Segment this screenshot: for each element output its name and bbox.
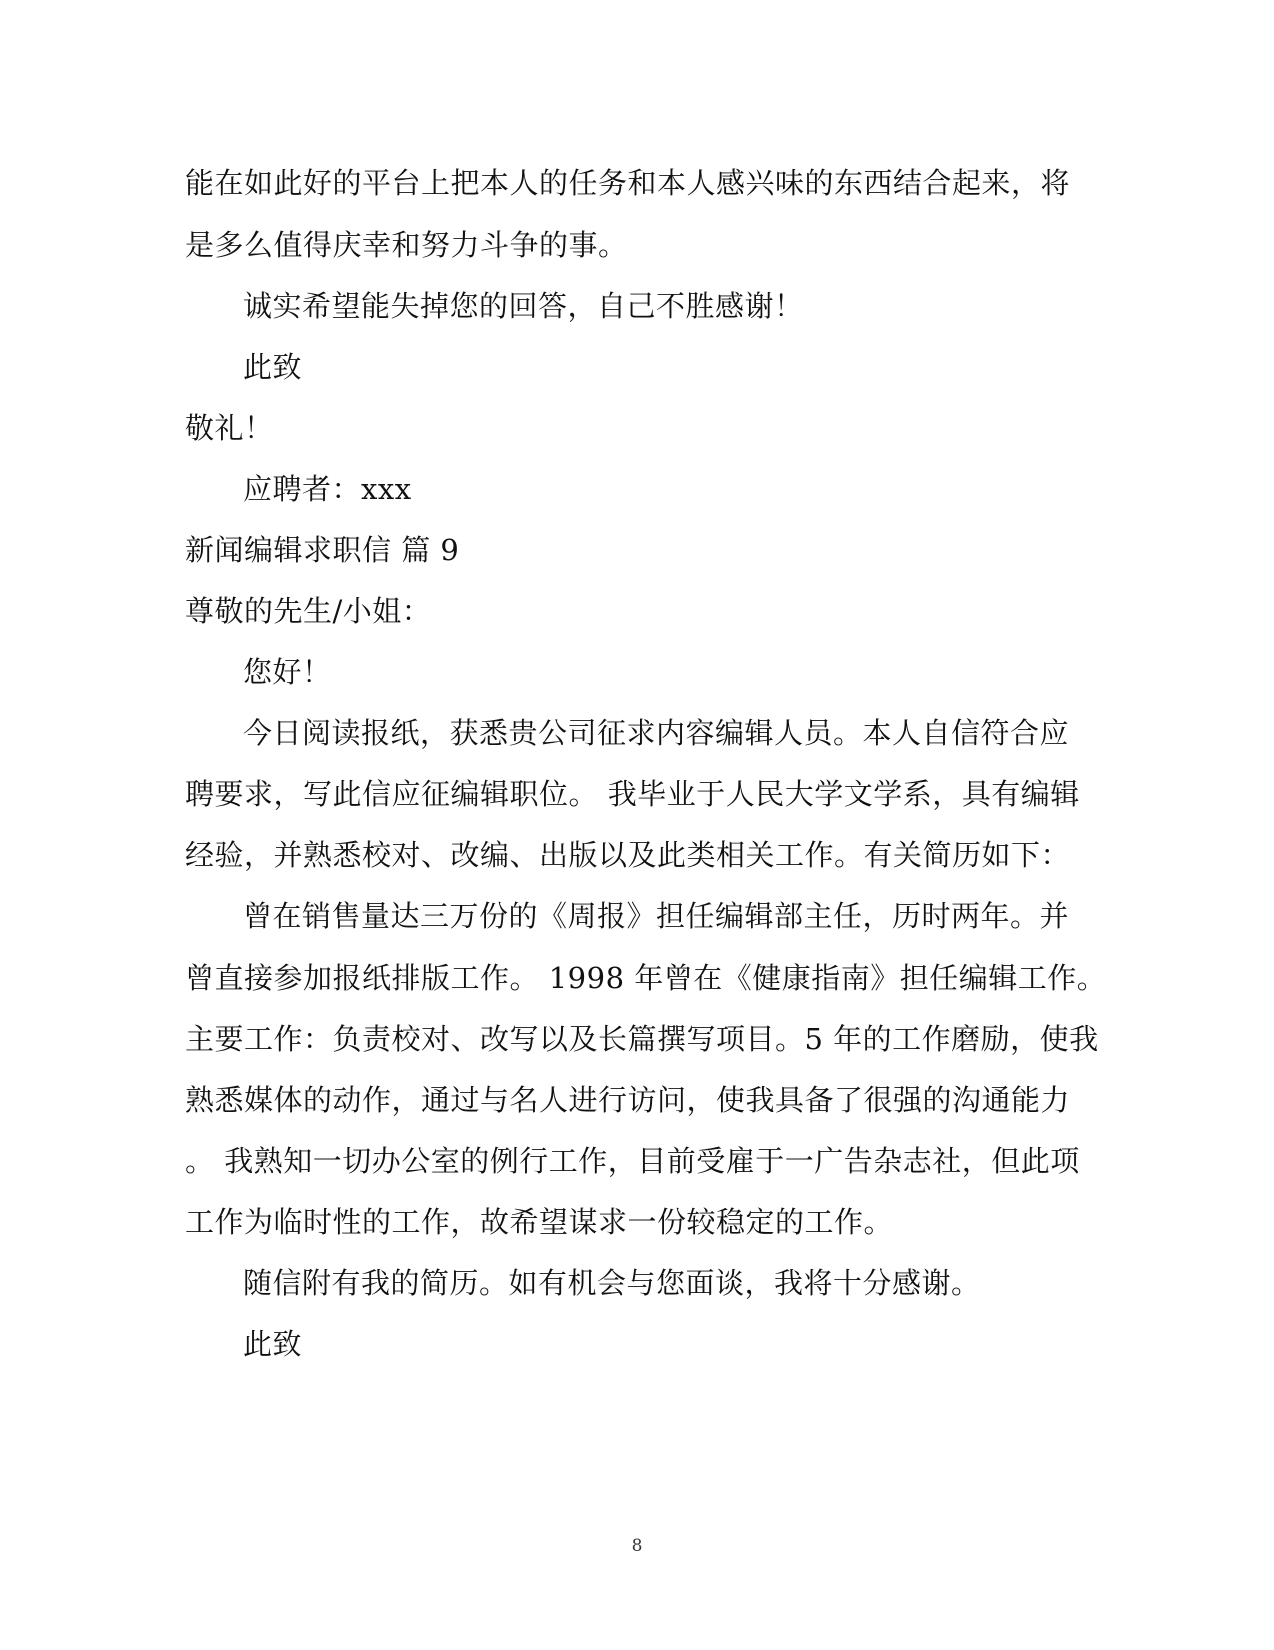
- paragraph-line: 经验，并熟悉校对、改编、出版以及此类相关工作。有关简历如下：: [185, 838, 1071, 872]
- closing-salutation: 此致: [243, 1327, 303, 1361]
- paragraph-line: 熟悉媒体的动作，通过与名人进行访问，使我具备了很强的沟通能力: [185, 1083, 1071, 1117]
- paragraph-line: 工作为临时性的工作，故希望谋求一份较稳定的工作。: [185, 1205, 894, 1239]
- greeting-line: 尊敬的先生/小姐：: [185, 594, 432, 628]
- closing-salutation: 此致: [243, 350, 303, 384]
- paragraph-line: 曾在销售量达三万份的《周报》担任编辑部主任，历时两年。并: [243, 899, 1070, 933]
- paragraph-line: 主要工作：负责校对、改写以及长篇撰写项目。5 年的工作磨励，使我: [185, 1022, 1099, 1056]
- closing-respect: 敬礼！: [185, 411, 274, 445]
- paragraph-line: 随信附有我的简历。如有机会与您面谈，我将十分感谢。: [243, 1266, 981, 1300]
- section-heading: 新闻编辑求职信 篇 9: [185, 533, 460, 567]
- paragraph-line: 曾直接参加报纸排版工作。 1998 年曾在《健康指南》担任编辑工作。: [185, 961, 1107, 995]
- paragraph-line: 。 我熟知一切办公室的例行工作，目前受雇于一广告杂志社，但此项: [185, 1144, 1080, 1178]
- paragraph-line: 能在如此好的平台上把本人的任务和本人感兴味的东西结合起来，将: [185, 166, 1071, 200]
- paragraph-line: 聘要求，写此信应征编辑职位。 我毕业于人民大学文学系，具有编辑: [185, 777, 1080, 811]
- paragraph-line: 今日阅读报纸，获悉贵公司征求内容编辑人员。本人自信符合应: [243, 716, 1070, 750]
- page-number: 8: [631, 1536, 643, 1556]
- signature-line: 应聘者：xxx: [243, 472, 412, 506]
- greeting-hello: 您好！: [243, 655, 332, 689]
- paragraph-line: 诚实希望能失掉您的回答，自己不胜感谢！: [243, 289, 804, 323]
- paragraph-line: 是多么值得庆幸和努力斗争的事。: [185, 228, 628, 262]
